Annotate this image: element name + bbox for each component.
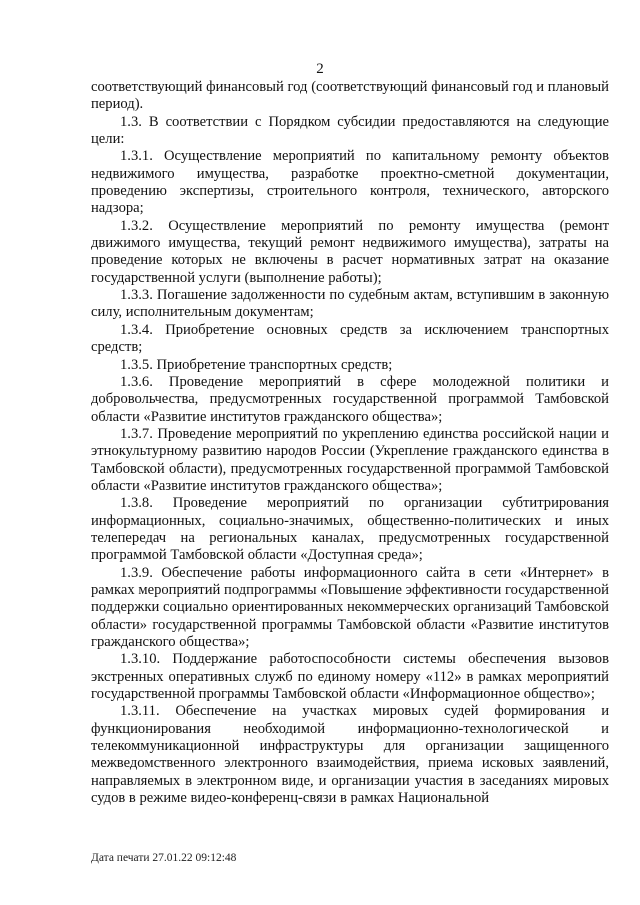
paragraph-1-3-7: 1.3.7. Проведение мероприятий по укреплению единства российской нации и этнокультурному развитию народов России (Укрепление гражданского единства в Тамбовской области), предусмотренных государственной программой Тамбовской области «Развитие институтов гражданского общества»; — [91, 425, 609, 494]
paragraph-1-3-6: 1.3.6. Проведение мероприятий в сфере молодежной политики и добровольчества, предусмотренных государственной программой Тамбовской области «Развитие институтов гражданского общества»; — [91, 373, 609, 425]
paragraph-1-3-10: 1.3.10. Поддержание работоспособности системы обеспечения вызовов экстренных оперативных служб по единому номеру «112» в рамках мероприятий государственной программы Тамбовской области «Информационное общество»; — [91, 651, 609, 703]
page-number: 2 — [316, 61, 324, 77]
paragraph-1-3-5: 1.3.5. Приобретение транспортных средств; — [120, 356, 393, 373]
paragraph-continuation: соответствующий финансовый год (соответствующий финансовый год и плановый период). — [91, 79, 609, 113]
paragraph-1-3-3: 1.3.3. Погашение задолженности по судебным актам, вступившим в законную силу, исполнительным документам; — [91, 287, 609, 321]
paragraph-1-3-1: 1.3.1. Осуществление мероприятий по капитальному ремонту объектов недвижимого имущества, разработке проектно-сметной документации, проведению экспертизы, строительного контроля, технического, авторского надзора; — [91, 148, 609, 217]
paragraph-1-3-8: 1.3.8. Проведение мероприятий по организации субтитрирования информационных, социально-значимых, общественно-политических и иных телепередач на региональных каналах, предусмотренных государственной программой Тамбовской области «Доступная среда»; — [91, 495, 609, 564]
paragraph-1-3-2: 1.3.2. Осуществление мероприятий по ремонту имущества (ремонт движимого имущества, текущий ремонт недвижимого имущества), затраты на проведение которых не включены в расчет нормативных затрат на оказание государственной услуги (выполнение работы); — [91, 217, 609, 286]
print-date-footer: Дата печати 27.01.22 09:12:48 — [91, 852, 237, 864]
document-body — [91, 79, 609, 807]
paragraph-1-3-9: 1.3.9. Обеспечение работы информационного сайта в сети «Интернет» в рамках мероприятий подпрограммы «Повышение эффективности государственной поддержки социально ориентированных некоммерческих организаций Тамбовской области» государственной программы Тамбовской области «Развитие институтов гражданского общества»; — [91, 564, 609, 650]
paragraph-1-3: 1.3. В соответствии с Порядком субсидии предоставляются на следующие цели: — [91, 113, 609, 148]
paragraph-1-3-11: 1.3.11. Обеспечение на участках мировых судей формирования и функционирования необходимой информационно-технологической и телекоммуникационной инфраструктуры для организации защищенного межведомственного электронного взаимодействия, приема исковых заявлений, направляемых в электронном виде, и организации участия в заседаниях мировых судов в режиме видео-конференц-связи в рамках Национальной — [91, 703, 609, 807]
paragraph-1-3-4: 1.3.4. Приобретение основных средств за исключением транспортных средств; — [91, 321, 609, 356]
